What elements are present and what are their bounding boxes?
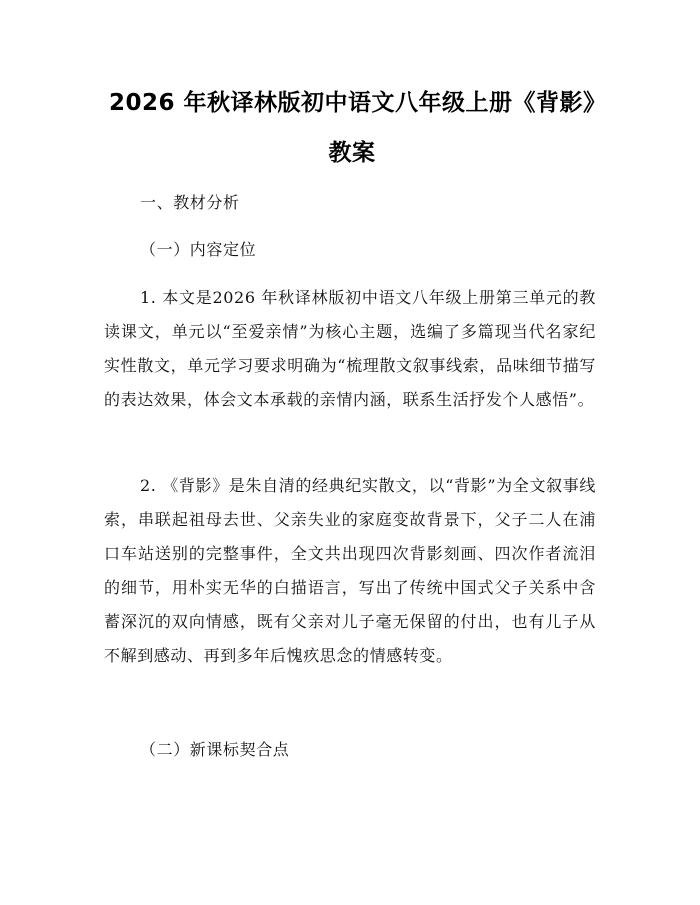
paragraph-1-container: [104, 281, 596, 417]
paragraph-1: 1. 本文是2026 年秋译林版初中语文八年级上册第三单元的教读课文，单元以“至爱亲情”为核心主题，选编了多篇现当代名家纪实性散文，单元学习要求明确为“梳理散文叙事线索，品味细节描写的表达效果，体会文本承载的亲情内涵，联系生活抒发个人感悟”。: [104, 288, 596, 409]
document-title: 2026 年秋译林版初中语文八年级上册《背影》教案: [108, 90, 596, 166]
paragraph-2-container: [104, 469, 596, 673]
section-heading-textbook-analysis: 一、教材分析: [140, 193, 240, 212]
subsection-heading-curriculum-standards: （二）新课标契合点: [140, 740, 290, 759]
subsection-heading-content-positioning: （一）内容定位: [140, 240, 257, 259]
paragraph-2: 2. 《背影》是朱自清的经典纪实散文，以“背影”为全文叙事线索，串联起祖母去世、父亲失业的家庭变故背景下，父子二人在浦口车站送别的完整事件，全文共出现四次背影刻画、四次作者流泪的细节，用朴实无华的白描语言，写出了传统中国式父子关系中含蓄深沉的双向情感，既有父亲对儿子毫无保留的付出，也有儿子从不解到感动、再到多年后愧疚思念的情感转变。: [104, 476, 596, 665]
